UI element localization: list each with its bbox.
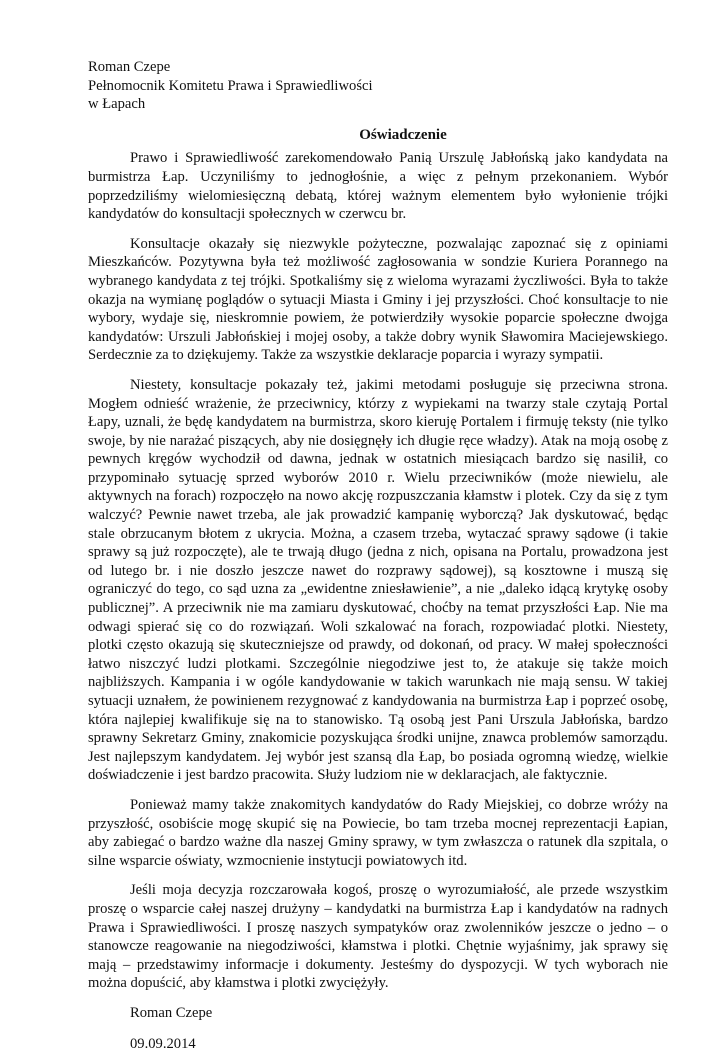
signature-block bbox=[88, 1004, 668, 1053]
document-body bbox=[88, 149, 668, 993]
document-title: Oświadczenie bbox=[88, 126, 668, 145]
paragraph: Prawo i Sprawiedliwość zarekomendowało Panią Urszulę Jabłońską jako kandydata na burmistrza Łap. Uczyniliśmy to jednogłośnie, a więc z pełnym przekonaniem. Wybór poprzedziliśmy wielomiesięczną debatą, której ważnym elementem było wyłonienie trójki kandydatów do konsultacji społecznych w czerwcu br. bbox=[88, 149, 668, 223]
document-page bbox=[88, 58, 668, 1053]
sender-block bbox=[88, 58, 668, 114]
signature-date: 09.09.2014 bbox=[130, 1035, 668, 1053]
sender-name: Roman Czepe bbox=[88, 58, 668, 77]
sender-role: Pełnomocnik Komitetu Prawa i Sprawiedliwości bbox=[88, 77, 668, 96]
signature-name: Roman Czepe bbox=[130, 1004, 668, 1023]
sender-place: w Łapach bbox=[88, 95, 668, 114]
paragraph: Niestety, konsultacje pokazały też, jakimi metodami posługuje się przeciwna strona. Mogłem odnieść wrażenie, że przeciwnicy, którzy z wypiekami na twarzy stale czytają Portal Łapy, uznali, że będę kandydatem na burmistrza, skoro kieruję Portalem i firmuję teksty (nie tylko swoje, by nie narażać piszących, aby nie dosięgnęły ich długie ręce władzy). Atak na moją osobę z pewnych kręgów wychodził od dawna, jednak w ostatnich miesiącach bardzo się nasilił, co przypominało sytuację sprzed wyborów 2010 r. Wielu przeciwników (może niewielu, ale aktywnych na forach) rozpoczęło na nowo akcję rozpuszczania kłamstw i plotek. Czy da się z tym walczyć? Pewnie nawet trzeba, ale jak prowadzić kampanię wyborczą? Jak dyskutować, będąc stale obrzucanym błotem z ukrycia. Można, a czasem trzeba, wytaczać sprawy sądowe (i takie sprawy są już rozpoczęte), ale te trwają długo (jedna z nich, opisana na Portalu, prowadzona jest od lutego br. i nie doszło jeszcze nawet do rozprawy sądowej), są kosztowne i muszą się ograniczyć do tego, co sąd uzna za „ewidentne zniesławienie”, a nie „daleko idącą krytykę osoby publicznej”. A przeciwnik nie ma zamiaru dyskutować, choćby na temat przyszłości Łap. Nie ma odwagi spierać się co do rozwiązań. Woli szkalować na forach, rozpowiadać plotki. Niestety, plotki często okazują się skuteczniejsze od prawdy, od dokonań, od pracy. W małej społeczności łatwo niszczyć ludzi plotkami. Szczególnie niegodziwe jest to, że atakuje się także moich najbliższych. Kampania i w ogóle kandydowanie w takich warunkach nie mają sensu. W takiej sytuacji uznałem, że powinienem rezygnować z kandydowania na burmistrza Łap i poprzeć osobę, która najlepiej kwalifikuje się na to stanowisko. Tą osobą jest Pani Urszula Jabłońska, bardzo sprawny Sekretarz Gminy, znakomicie pozyskująca środki unijne, znawca problemów samorządu. Jest najlepszym kandydatem. Jej wybór jest szansą dla Łap, bo posiada ogromną wiedzę, wielkie doświadczenie i jest bardzo pracowita. Służy ludziom nie w deklaracjach, ale faktycznie. bbox=[88, 376, 668, 785]
paragraph: Ponieważ mamy także znakomitych kandydatów do Rady Miejskiej, co dobrze wróży na przyszłość, osobiście mogę skupić się na Powiecie, bo tam trzeba mocnej reprezentacji Łapian, aby zabiegać o bardzo ważne dla naszej Gminy sprawy, w tym zwłaszcza o ratunek dla szpitala, o silne wsparcie oświaty, wzmocnienie instytucji powiatowych itd. bbox=[88, 796, 668, 870]
paragraph: Jeśli moja decyzja rozczarowała kogoś, proszę o wyrozumiałość, ale przede wszystkim proszę o wsparcie całej naszej drużyny – kandydatki na burmistrza Łap i kandydatów na radnych Prawa i Sprawiedliwości. I proszę naszych sympatyków oraz zwolenników jeszcze o jedno – o stanowcze reagowanie na niegodziwości, kłamstwa i plotki. Chętnie wyjaśnimy, jak sprawy się mają – przedstawimy informacje i dokumenty. Jesteśmy do dyspozycji. W tych wyborach nie można dopuścić, aby kłamstwa i plotki zwyciężyły. bbox=[88, 881, 668, 993]
paragraph: Konsultacje okazały się niezwykle pożyteczne, pozwalając zapoznać się z opiniami Mieszkańców. Pozytywna była też możliwość zagłosowania w sondzie Kuriera Porannego na wybranego kandydata z tej trójki. Spotkaliśmy się z wieloma wyrazami życzliwości. Była to także okazja na wymianę poglądów o sytuacji Miasta i Gminy i jej przyszłości. Choć konsultacje to nie wybory, wydaje się, nieskromnie powiem, że potwierdziły wysokie poparcie społeczne dwojga kandydatów: Urszuli Jabłońskiej i mojej osoby, a także dobry wynik Sławomira Maciejewskiego. Serdecznie za to dziękujemy. Także za wszystkie deklaracje poparcia i wyrazy sympatii. bbox=[88, 235, 668, 365]
